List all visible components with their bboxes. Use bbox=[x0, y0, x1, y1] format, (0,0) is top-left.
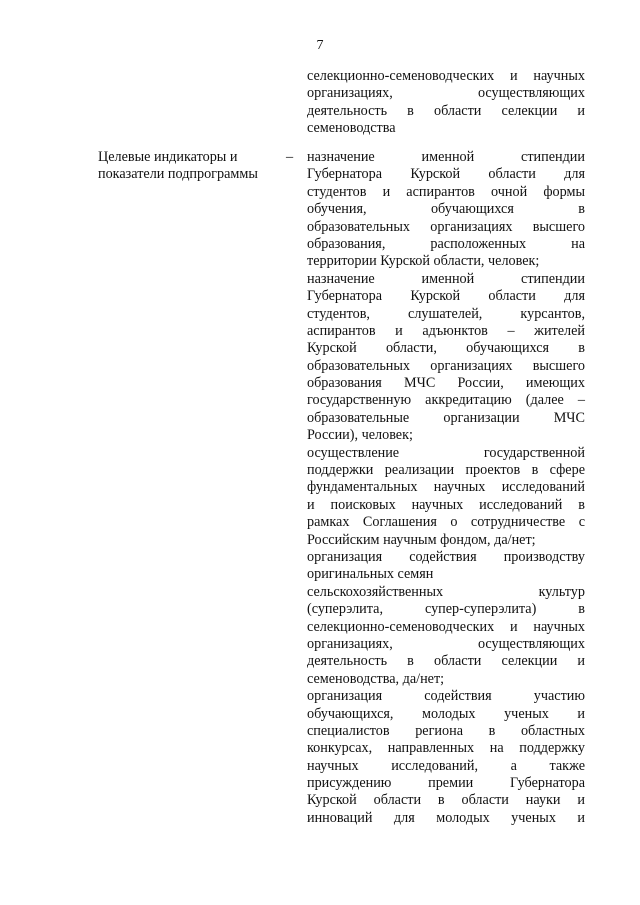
text-line: конкурсах, направленных на поддержку bbox=[307, 740, 585, 757]
dash-separator: – bbox=[286, 149, 294, 165]
text-line: государственную аккредитацию (далее – bbox=[307, 392, 585, 409]
text-line: и поисковых научных исследований в bbox=[307, 496, 585, 513]
text-line: назначение именной стипендии bbox=[307, 149, 585, 165]
text-line: семеноводства, да/нет; bbox=[307, 670, 445, 687]
text-line: инноваций для молодых ученых и bbox=[307, 809, 585, 826]
text-line: селекционно-семеноводческих и научных bbox=[307, 618, 585, 635]
text-line: аспирантов и адъюнктов – жителей bbox=[307, 322, 585, 339]
text-line: образования МЧС России, имеющих bbox=[307, 375, 585, 392]
text-line: обучения, обучающихся в bbox=[307, 201, 585, 218]
text-line: организация содействия участию bbox=[307, 688, 585, 705]
text-line: осуществление государственной bbox=[307, 444, 585, 461]
text-line: селекционно-семеноводческих и научных bbox=[307, 68, 585, 84]
text-line: образовательные организации МЧС bbox=[307, 409, 585, 426]
text-line: (суперэлита, супер-суперэлита) в bbox=[307, 601, 585, 618]
section-label-line: показатели подпрограммы bbox=[98, 166, 258, 183]
text-line: деятельность в области селекции и bbox=[307, 653, 585, 670]
text-line: назначение именной стипендии bbox=[307, 270, 585, 287]
text-line: организациях, осуществляющих bbox=[307, 85, 585, 102]
text-line: специалистов региона в областных bbox=[307, 722, 585, 739]
indicators-text-block bbox=[307, 149, 585, 827]
text-line: деятельность в области селекции и bbox=[307, 102, 585, 119]
text-line: студентов, слушателей, курсантов, bbox=[307, 305, 585, 322]
text-line: Курской области в области науки и bbox=[307, 792, 585, 809]
top-text-block bbox=[307, 68, 585, 138]
text-line: организация содействия производству bbox=[307, 548, 585, 565]
text-line: образовательных организациях высшего bbox=[307, 357, 585, 374]
text-line: России), человек; bbox=[307, 427, 413, 444]
text-line: Губернатора Курской области для bbox=[307, 288, 585, 305]
text-line: студентов и аспирантов очной формы bbox=[307, 183, 585, 200]
section-label-line: Целевые индикаторы и bbox=[98, 149, 238, 165]
text-line: территории Курской области, человек; bbox=[307, 253, 540, 270]
text-line: сельскохозяйственных культур bbox=[307, 583, 585, 600]
text-line: образовательных организациях высшего bbox=[307, 218, 585, 235]
text-line: Курской области, обучающихся в bbox=[307, 340, 585, 357]
text-line: организациях, осуществляющих bbox=[307, 635, 585, 652]
text-line: обучающихся, молодых ученых и bbox=[307, 705, 585, 722]
text-line: фундаментальных научных исследований bbox=[307, 479, 585, 496]
text-line: научных исследований, а также bbox=[307, 757, 585, 774]
page-number: 7 bbox=[316, 38, 324, 53]
text-line: оригинальных семян bbox=[307, 566, 434, 583]
text-line: Российским научным фондом, да/нет; bbox=[307, 531, 536, 548]
text-line: поддержки реализации проектов в сфере bbox=[307, 462, 585, 479]
text-line: рамках Соглашения о сотрудничестве с bbox=[307, 514, 585, 531]
text-line: присуждению премии Губернатора bbox=[307, 775, 585, 792]
text-line: семеноводства bbox=[307, 120, 396, 137]
text-line: Губернатора Курской области для bbox=[307, 166, 585, 183]
section-label bbox=[98, 149, 278, 184]
text-line: образования, расположенных на bbox=[307, 235, 585, 252]
